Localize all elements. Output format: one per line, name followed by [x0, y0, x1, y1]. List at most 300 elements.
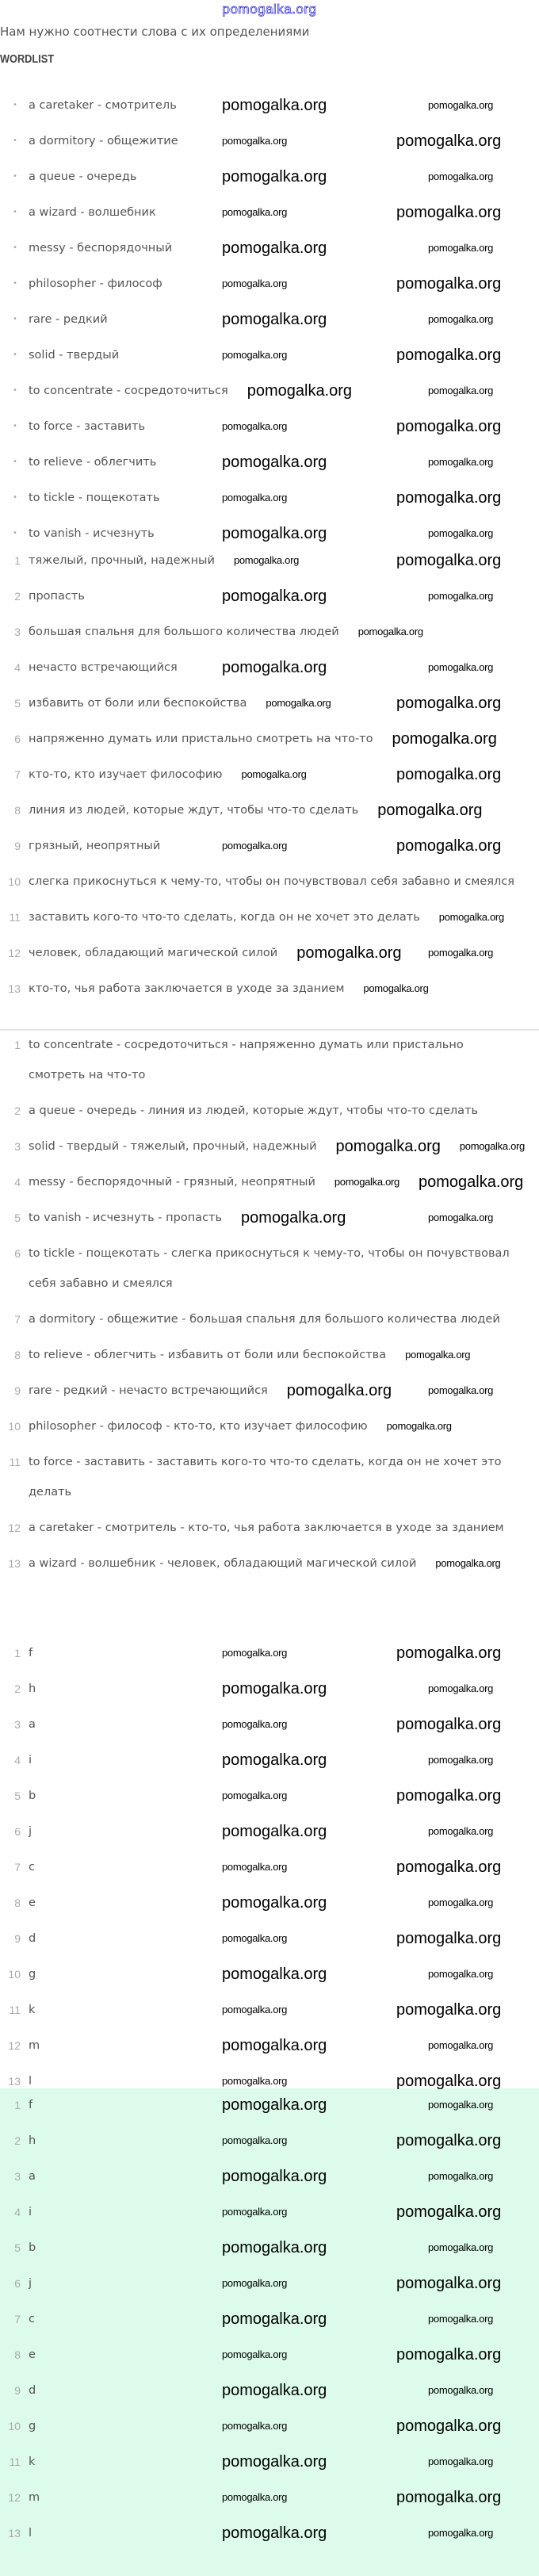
match-item-text: to tickle - пощекотать - слегка прикоснуться к чему-то, чтобы он почувствовал себя забавно и смеялся [29, 1247, 510, 1290]
watermark: pomogalka.org [428, 590, 494, 602]
watermark: pomogalka.org [396, 2275, 502, 2292]
watermark: pomogalka.org [222, 239, 327, 257]
bullet-icon: • [13, 243, 17, 252]
letters-list [0, 1638, 539, 2102]
watermark: pomogalka.org [222, 2310, 327, 2328]
watermark: pomogalka.org [459, 1140, 525, 1152]
watermark: pomogalka.org [222, 420, 288, 432]
match-item [0, 1340, 539, 1376]
watermark: pomogalka.org [222, 1932, 288, 1944]
watermark: pomogalka.org [428, 947, 494, 959]
definition-item-text: кто-то, чья работа заключается в уходе за зданием [29, 982, 345, 995]
letter-item-number: 4 [14, 1754, 21, 1766]
match-item [0, 1131, 539, 1167]
watermark: pomogalka.org [396, 346, 502, 364]
watermark: pomogalka.org [222, 1789, 288, 1801]
watermark: pomogalka.org [428, 2039, 494, 2051]
match-item-number: 9 [14, 1384, 21, 1397]
watermark: pomogalka.org [222, 1647, 288, 1659]
watermark: pomogalka.org [396, 2073, 502, 2090]
wordlist-item [0, 304, 539, 340]
match-item-text-cell [29, 1447, 539, 1507]
watermark: pomogalka.org [222, 454, 327, 471]
wordlist-item [0, 90, 539, 126]
watermark: pomogalka.org [222, 2004, 288, 2015]
wordlist-item-text: to concentrate - сосредоточиться [29, 385, 228, 397]
watermark: pomogalka.org [247, 382, 353, 400]
letter-item [0, 1995, 539, 2031]
bullet-icon: • [13, 136, 17, 145]
match-item [0, 1030, 539, 1096]
watermark: pomogalka.org [222, 840, 288, 852]
definition-item-number: 10 [8, 875, 21, 888]
letter-item-text: g [29, 1968, 36, 1981]
watermark: pomogalka.org [392, 730, 497, 748]
watermark: pomogalka.org [428, 527, 494, 539]
watermark: pomogalka.org [428, 242, 494, 254]
definition-item-text-cell [29, 974, 539, 1004]
letter-item [0, 1852, 539, 1888]
watermark: pomogalka.org [428, 99, 494, 111]
watermark: pomogalka.org [396, 2417, 502, 2435]
definitions-list [0, 545, 539, 1009]
match-item-text: to vanish - исчезнуть - пропасть [29, 1211, 223, 1224]
watermark: pomogalka.org [222, 1823, 327, 1840]
definition-item-text: грязный, неопрятный [29, 840, 161, 852]
watermark: pomogalka.org [396, 2001, 502, 2019]
definition-item-number: 7 [14, 768, 21, 781]
letter-item-text: d [29, 1932, 36, 1945]
letter-item-text: c [29, 1861, 35, 1874]
answer-item-text: d [29, 2384, 36, 2397]
bullet-icon: • [13, 493, 17, 502]
bullet-icon: • [13, 208, 17, 216]
definition-item-number: 13 [8, 982, 21, 995]
answer-item-number: 5 [14, 2241, 21, 2254]
watermark: pomogalka.org [222, 2206, 288, 2218]
watermark: pomogalka.org [428, 2384, 494, 2396]
letter-item-number: 3 [14, 1718, 21, 1731]
match-item [0, 1096, 539, 1131]
match-item-number: 12 [8, 1521, 21, 1534]
answer-item [0, 2340, 539, 2375]
match-item-text: rare - редкий - нечасто встречающийся [29, 1384, 268, 1397]
watermark: pomogalka.org [428, 2455, 494, 2467]
definition-item-text: напряженно думать или пристально смотреть на что-то [29, 733, 373, 745]
wordlist-item-text: to vanish - исчезнуть [29, 527, 155, 540]
letter-item-number: 5 [14, 1789, 21, 1802]
watermark: pomogalka.org [396, 1644, 502, 1662]
definition-item [0, 545, 539, 581]
watermark: pomogalka.org [357, 626, 423, 637]
watermark: pomogalka.org [428, 456, 494, 468]
answer-item-number: 3 [14, 2170, 21, 2183]
answer-item [0, 2197, 539, 2233]
answer-item-text: f [29, 2099, 33, 2111]
watermark: pomogalka.org [386, 1420, 452, 1432]
answer-item-text: e [29, 2348, 36, 2361]
watermark: pomogalka.org [405, 1349, 471, 1361]
letter-item-text: i [29, 1754, 32, 1766]
wordlist-item-text: messy - беспорядочный [29, 242, 173, 255]
answer-item-number: 12 [8, 2491, 21, 2504]
watermark: pomogalka.org [222, 588, 327, 605]
definition-item-number: 9 [14, 840, 21, 852]
letter-item-number: 6 [14, 1825, 21, 1838]
watermark: pomogalka.org [396, 489, 502, 507]
watermark: pomogalka.org [222, 168, 327, 186]
watermark: pomogalka.org [428, 1897, 494, 1908]
definition-item-number: 11 [9, 911, 21, 924]
watermark: pomogalka.org [286, 1382, 392, 1399]
wordlist-item [0, 447, 539, 483]
watermark: pomogalka.org [428, 170, 494, 182]
watermark: pomogalka.org [222, 1680, 327, 1698]
definition-item [0, 724, 539, 760]
watermark: pomogalka.org [222, 2491, 288, 2503]
watermark: pomogalka.org [428, 1968, 494, 1980]
match-item [0, 1447, 539, 1513]
wordlist-item [0, 162, 539, 197]
watermark: pomogalka.org [266, 697, 331, 709]
definition-item-text: большая спальня для большого количества людей [29, 626, 339, 638]
wordlist-item-text: a queue - очередь [29, 170, 137, 183]
letter-item-text: e [29, 1897, 36, 1909]
watermark: pomogalka.org [222, 311, 327, 328]
watermark: pomogalka.org [428, 2527, 494, 2539]
definition-item-number: 12 [8, 947, 21, 959]
definition-item-number: 4 [14, 661, 21, 674]
watermark: pomogalka.org [428, 2099, 494, 2111]
watermark: pomogalka.org [222, 2096, 327, 2114]
watermark: pomogalka.org [222, 1965, 327, 1983]
wordlist-item-text: solid - твердый [29, 349, 120, 362]
bullet-icon: • [13, 172, 17, 181]
watermark: pomogalka.org [222, 2348, 288, 2360]
definition-item [0, 653, 539, 688]
letter-item [0, 2031, 539, 2066]
match-item-number: 13 [8, 1557, 21, 1570]
answer-item-text: i [29, 2206, 32, 2218]
watermark: pomogalka.org [396, 132, 502, 150]
match-item-text: a dormitory - общежитие - большая спальня для большого количества людей [29, 1313, 500, 1326]
match-item-text-cell [29, 1304, 539, 1334]
match-item-number: 4 [14, 1176, 21, 1188]
match-item [0, 1513, 539, 1548]
match-item-number: 1 [14, 1039, 21, 1051]
watermark: pomogalka.org [418, 1173, 524, 1191]
answer-item-text: c [29, 2313, 35, 2325]
letter-item [0, 1674, 539, 1709]
watermark: pomogalka.org [241, 768, 307, 780]
wordlist-item-text: to relieve - облегчить [29, 456, 157, 469]
answer-item-text: g [29, 2420, 36, 2432]
wordlist-item [0, 126, 539, 162]
letter-item [0, 1888, 539, 1923]
watermark: pomogalka.org [428, 385, 494, 396]
answer-item-number: 8 [14, 2348, 21, 2361]
definition-item-text: линия из людей, которые ждут, чтобы что-то сделать [29, 804, 359, 817]
letter-item-number: 7 [14, 1861, 21, 1874]
definition-item-text-cell [29, 867, 539, 897]
watermark: pomogalka.org [222, 1751, 327, 1769]
match-item [0, 1411, 539, 1447]
bullet-icon: • [13, 529, 17, 538]
answer-item [0, 2482, 539, 2518]
match-item-text-cell [29, 1030, 539, 1090]
match-item-text: to concentrate - сосредоточиться - напряженно думать или пристально смотреть на что-то [29, 1039, 464, 1081]
watermark: pomogalka.org [435, 1557, 501, 1569]
watermark: pomogalka.org [222, 525, 327, 542]
watermark: pomogalka.org [396, 2489, 502, 2506]
bullet-icon: • [13, 101, 17, 109]
definition-item-number: 2 [14, 590, 21, 603]
letter-item [0, 1745, 539, 1781]
watermark: pomogalka.org [428, 661, 494, 673]
wordlist-item [0, 411, 539, 447]
watermark: pomogalka.org [233, 554, 300, 566]
answer-item-number: 6 [14, 2277, 21, 2290]
match-item-number: 3 [14, 1140, 21, 1153]
watermark: pomogalka.org [222, 2075, 288, 2087]
wordlist-item [0, 376, 539, 411]
watermark: pomogalka.org [428, 2313, 494, 2325]
answer-item-text: j [29, 2277, 32, 2290]
letter-item [0, 1923, 539, 1959]
letter-item-text: f [29, 1647, 33, 1659]
watermark: pomogalka.org [428, 1754, 494, 1766]
definition-item [0, 760, 539, 795]
letter-item-number: 10 [8, 1968, 21, 1981]
watermark: pomogalka.org [428, 1211, 494, 1223]
bullet-icon: • [13, 386, 17, 395]
watermark: pomogalka.org [222, 1718, 288, 1730]
definition-item-text: пропасть [29, 590, 85, 603]
definition-item-text: нечасто встречающийся [29, 661, 178, 674]
answer-item-number: 4 [14, 2206, 21, 2218]
answer-item-number: 11 [9, 2455, 21, 2468]
watermark: pomogalka.org [396, 204, 502, 221]
definition-item [0, 831, 539, 867]
watermark: pomogalka.org [222, 349, 288, 361]
wordlist-item [0, 269, 539, 304]
letter-item [0, 1959, 539, 1995]
answer-item [0, 2304, 539, 2340]
answer-item-number: 2 [14, 2134, 21, 2147]
watermark: pomogalka.org [222, 2382, 327, 2399]
match-item-text: messy - беспорядочный - грязный, неопрятный [29, 1176, 315, 1188]
match-item-text-cell [29, 1238, 539, 1299]
match-item [0, 1376, 539, 1411]
match-item-text: to relieve - облегчить - избавить от боли или беспокойства [29, 1349, 387, 1361]
matches-list [0, 1030, 539, 1584]
bullet-icon: • [13, 279, 17, 288]
definition-item-text: слегка прикоснуться к чему-то, чтобы он почувствовал себя забавно и смеялся [29, 875, 514, 888]
wordlist-item [0, 233, 539, 269]
letter-item [0, 1638, 539, 1674]
watermark: pomogalka.org [428, 2241, 494, 2253]
match-item-number: 8 [14, 1349, 21, 1361]
answer-item-number: 1 [14, 2099, 21, 2111]
match-item [0, 1203, 539, 1238]
watermark: pomogalka.org [428, 1682, 494, 1694]
answer-item-text: k [29, 2455, 36, 2468]
answer-item-text: a [29, 2170, 36, 2183]
definition-item-number: 5 [14, 697, 21, 710]
answer-item [0, 2447, 539, 2482]
letter-item-number: 1 [14, 1647, 21, 1659]
watermark: pomogalka.org [222, 2037, 327, 2054]
watermark: pomogalka.org [396, 552, 502, 569]
watermark: pomogalka.org [396, 837, 502, 855]
definition-item-text: человек, обладающий магической силой [29, 947, 278, 959]
answer-item [0, 2233, 539, 2268]
watermark: pomogalka.org [428, 1384, 494, 1396]
bullet-icon: • [13, 350, 17, 359]
answer-item-number: 10 [8, 2420, 21, 2432]
watermark: pomogalka.org [396, 1787, 502, 1805]
match-item-number: 6 [14, 1247, 21, 1260]
answer-item-text: m [29, 2491, 40, 2504]
match-item-number: 2 [14, 1104, 21, 1117]
watermark: pomogalka.org [428, 2170, 494, 2182]
watermark: pomogalka.org [222, 97, 327, 114]
letter-item-number: 13 [8, 2075, 21, 2088]
definition-item [0, 617, 539, 653]
answer-item-number: 13 [8, 2527, 21, 2540]
watermark: pomogalka.org [396, 695, 502, 712]
watermark: pomogalka.org [222, 278, 288, 289]
definition-item [0, 795, 539, 831]
wordlist-item-text: a caretaker - смотритель [29, 99, 177, 112]
wordlist-item-text: to tickle - пощекотать [29, 492, 160, 504]
bullet-icon: • [13, 315, 17, 323]
wordlist [0, 90, 539, 554]
match-item-text-cell [29, 1411, 539, 1441]
definition-item-number: 6 [14, 733, 21, 745]
answer-item [0, 2090, 539, 2126]
match-item-text: philosopher - философ - кто-то, кто изучает философию [29, 1420, 368, 1433]
watermark: pomogalka.org [222, 2168, 327, 2185]
answer-item-text: l [29, 2527, 32, 2540]
watermark: pomogalka.org [396, 1930, 502, 1947]
watermark: pomogalka.org [334, 1176, 399, 1188]
match-item-number: 7 [14, 1313, 21, 1326]
watermark: pomogalka.org [222, 2524, 327, 2542]
letter-item-text: a [29, 1718, 36, 1731]
match-item-number: 5 [14, 1211, 21, 1224]
letter-item-number: 2 [14, 1682, 21, 1695]
watermark: pomogalka.org [396, 2132, 502, 2149]
watermark: pomogalka.org [396, 2346, 502, 2364]
letter-item-text: m [29, 2039, 40, 2052]
answer-item [0, 2161, 539, 2197]
match-item-number: 10 [8, 1420, 21, 1433]
definition-item-text: тяжелый, прочный, надежный [29, 554, 215, 567]
answer-block [0, 2088, 539, 2576]
definition-item-number: 8 [14, 804, 21, 817]
wordlist-heading: WORDLIST [0, 52, 54, 66]
watermark: pomogalka.org [335, 1138, 441, 1155]
match-item-text-cell [29, 1096, 539, 1126]
watermark: pomogalka.org [363, 982, 429, 994]
watermark: pomogalka.org [222, 2239, 327, 2256]
wordlist-item [0, 483, 539, 519]
wordlist-item [0, 197, 539, 233]
watermark: pomogalka.org [222, 1861, 288, 1873]
letter-item [0, 1816, 539, 1852]
answer-item-number: 7 [14, 2313, 21, 2325]
wordlist-item-text: rare - редкий [29, 313, 108, 326]
definition-item [0, 867, 539, 902]
match-item [0, 1238, 539, 1304]
letter-item [0, 1709, 539, 1745]
letter-item-number: 11 [9, 2004, 21, 2016]
letter-item-text: h [29, 1682, 36, 1695]
watermark: pomogalka.org [222, 2134, 288, 2146]
watermark: pomogalka.org [428, 1825, 494, 1837]
wordlist-item-text: philosopher - философ [29, 278, 162, 290]
match-item-text: to force - заставить - заставить кого-то что-то сделать, когда он не хочет это делать [29, 1456, 502, 1499]
watermark: pomogalka.org [396, 1716, 502, 1733]
definition-item-number: 1 [14, 554, 21, 567]
definition-item-number: 3 [14, 626, 21, 638]
definition-item-text: заставить кого-то что-то сделать, когда он не хочет это делать [29, 911, 420, 924]
letter-item [0, 1781, 539, 1816]
match-item-text: a wizard - волшебник - человек, обладающий магической силой [29, 1557, 417, 1570]
watermark: pomogalka.org [396, 2203, 502, 2221]
match-item-number: 11 [9, 1456, 21, 1468]
watermark: pomogalka.org [296, 944, 402, 962]
letter-item-number: 9 [14, 1932, 21, 1945]
letter-item-number: 8 [14, 1897, 21, 1909]
watermark: pomogalka.org [222, 2277, 288, 2289]
letter-item-text: k [29, 2004, 36, 2016]
match-item [0, 1304, 539, 1340]
definition-item [0, 974, 539, 1009]
answer-item-number: 9 [14, 2384, 21, 2397]
watermark: pomogalka.org [241, 1209, 346, 1227]
answer-item [0, 2268, 539, 2304]
wordlist-item-text: a dormitory - общежитие [29, 135, 178, 147]
letter-item-number: 12 [8, 2039, 21, 2052]
watermark: pomogalka.org [222, 492, 288, 503]
answer-item [0, 2375, 539, 2411]
watermark: pomogalka.org [222, 659, 327, 676]
answer-item-text: h [29, 2134, 36, 2147]
answer-item [0, 2518, 539, 2554]
watermark: pomogalka.org [396, 1858, 502, 1876]
answer-item-text: b [29, 2241, 36, 2254]
definition-item-text-cell [29, 617, 539, 647]
letter-item-text: j [29, 1825, 32, 1838]
watermark: pomogalka.org [396, 766, 502, 783]
task-title: Нам нужно соотнести слова с их определениями [0, 25, 310, 39]
definition-item [0, 688, 539, 724]
bullet-icon: • [13, 457, 17, 466]
watermark: pomogalka.org [396, 275, 502, 293]
match-item-text: solid - твердый - тяжелый, прочный, надежный [29, 1140, 317, 1153]
watermark: pomogalka.org [428, 313, 494, 325]
letter-item-text: b [29, 1789, 36, 1802]
match-item [0, 1548, 539, 1584]
watermark: pomogalka.org [222, 135, 288, 147]
definition-item [0, 581, 539, 617]
site-logo[interactable]: pomogalka.org [222, 2, 317, 17]
watermark: pomogalka.org [222, 1894, 327, 1912]
match-item-text-cell [29, 1513, 539, 1543]
letter-item-text: l [29, 2075, 32, 2088]
